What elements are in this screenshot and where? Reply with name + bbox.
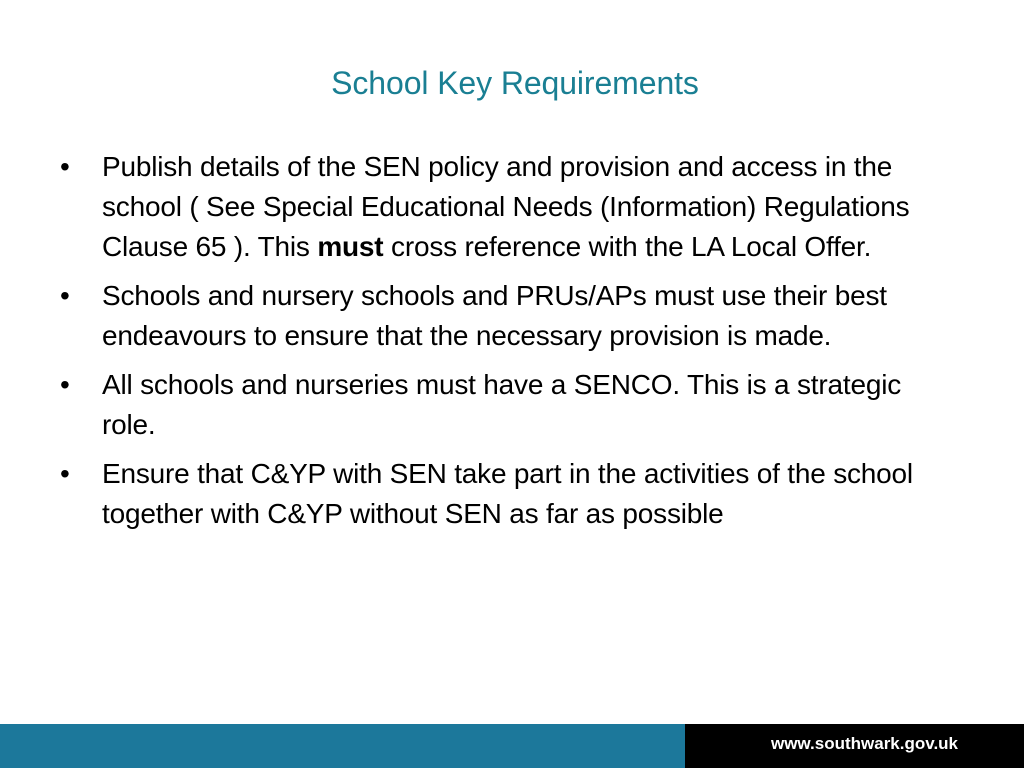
footer-accent-band bbox=[0, 724, 685, 768]
footer-url-box bbox=[685, 724, 1024, 768]
bullet-text: cross reference with the LA Local Offer. bbox=[383, 231, 872, 262]
bullet-item bbox=[58, 147, 958, 267]
bullet-text: Publish details of the SEN policy and provision and access in the school ( See Special Educational Needs (Information) Regulations Clause 65 ). This bbox=[102, 151, 910, 262]
footer-bar bbox=[0, 724, 1024, 768]
slide-title: School Key Requirements bbox=[331, 65, 699, 101]
bullet-item bbox=[58, 365, 958, 445]
bullet-item bbox=[58, 276, 958, 356]
bullet-text: Ensure that C&YP with SEN take part in the activities of the school together with C&YP without SEN as far as possible bbox=[102, 458, 913, 529]
footer-url: www.southwark.gov.uk bbox=[770, 734, 959, 753]
bullet-list bbox=[58, 147, 958, 543]
bullet-text: All schools and nurseries must have a SENCO. This is a strategic role. bbox=[102, 369, 902, 440]
bullet-text: Schools and nursery schools and PRUs/APs must use their best endeavours to ensure that the necessary provision is made. bbox=[102, 280, 887, 351]
bullet-emphasis: must bbox=[317, 231, 384, 262]
bullet-item bbox=[58, 454, 958, 534]
